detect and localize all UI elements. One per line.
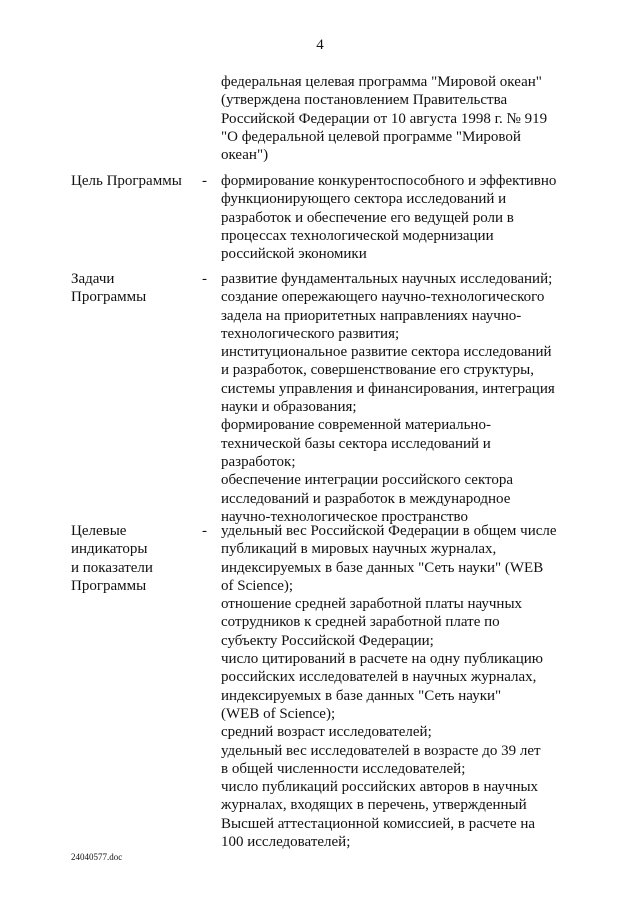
page-number: 4 — [316, 37, 324, 53]
label-line: Целевые — [71, 523, 127, 539]
content-line: институциональное развитие сектора исследований — [221, 344, 552, 361]
label-line: Программы — [71, 289, 147, 306]
content-line: публикаций в мировых научных журналах, — [221, 541, 497, 558]
section-label — [71, 270, 196, 307]
content-line: разработок и обеспечение его ведущей роли в — [221, 209, 514, 226]
label-line: Цель Программы — [71, 173, 182, 189]
content-line: обеспечение интеграции российского сектора — [221, 472, 514, 489]
intro-line: федеральная целевая программа "Мировой океан" — [221, 74, 542, 90]
content-line: и разработок, совершенствование его структуры, — [221, 362, 535, 379]
section-content — [221, 270, 591, 526]
content-line: формирование конкурентоспособного и эффективно — [221, 173, 557, 189]
section-label — [71, 172, 196, 190]
content-line: сотрудников к средней заработной плате по — [221, 614, 500, 631]
content-line: Высшей аттестационной комиссией, в расчете на — [221, 815, 536, 832]
section-content — [221, 172, 591, 263]
content-line: индексируемых в базе данных "Сеть науки" (WEB — [221, 559, 544, 576]
content-line: отношение средней заработной платы научных — [221, 596, 523, 613]
content-line: задела на приоритетных направлениях научно- — [221, 307, 522, 324]
content-line: научно-технологическое пространство — [221, 508, 469, 525]
content-line: исследований и разработок в международное — [221, 490, 511, 507]
section-dash: - — [202, 271, 207, 287]
intro-line: "О федеральной целевой программе "Мировой — [221, 128, 521, 145]
content-line: создание опережающего научно-технологического — [221, 289, 545, 306]
content-line: в общей численности исследователей; — [221, 760, 466, 777]
label-line: Задачи — [71, 271, 115, 287]
content-line: журналах, входящих в перечень, утвержденный — [221, 797, 527, 814]
content-line: технической базы сектора исследований и — [221, 435, 491, 452]
intro-paragraph — [221, 73, 591, 164]
content-line: формирование современной материально- — [221, 417, 491, 434]
content-line: индексируемых в базе данных "Сеть науки" — [221, 687, 502, 704]
content-line: российских исследователей в научных журналах, — [221, 669, 537, 686]
intro-line: Российской Федерации от 10 августа 1998 г. № 919 — [221, 110, 548, 127]
content-line: число цитирований в расчете на одну публикацию — [221, 651, 543, 668]
content-line: технологического развития; — [221, 325, 400, 342]
content-line: субъекту Российской Федерации; — [221, 632, 434, 649]
section-dash: - — [202, 523, 207, 539]
content-line: 100 исследователей; — [221, 834, 351, 851]
content-line: процессах технологической модернизации — [221, 227, 494, 244]
content-line: системы управления и финансирования, интеграция — [221, 380, 555, 397]
content-line: удельный вес Российской Федерации в общем числе — [221, 523, 557, 539]
document-filename: 24040577.doc — [71, 852, 123, 862]
content-line: разработок; — [221, 453, 296, 470]
section-content — [221, 522, 591, 851]
section-label — [71, 522, 196, 595]
content-line: of Science); — [221, 577, 294, 594]
intro-line: океан") — [221, 147, 269, 164]
label-line: индикаторы — [71, 541, 148, 558]
content-line: средний возраст исследователей; — [221, 724, 432, 741]
content-line: развитие фундаментальных научных исследований; — [221, 271, 553, 287]
content-line: российской экономики — [221, 246, 367, 263]
section-dash: - — [202, 173, 207, 189]
content-line: (WEB of Science); — [221, 705, 336, 722]
label-line: и показатели — [71, 559, 153, 576]
content-line: функционирующего сектора исследований и — [221, 191, 507, 208]
content-line: удельный вес исследователей в возрасте до 39 лет — [221, 742, 541, 759]
content-line: число публикаций российских авторов в научных — [221, 779, 539, 796]
intro-line: (утверждена постановлением Правительства — [221, 92, 508, 109]
content-line: науки и образования; — [221, 399, 357, 416]
label-line: Программы — [71, 577, 147, 594]
